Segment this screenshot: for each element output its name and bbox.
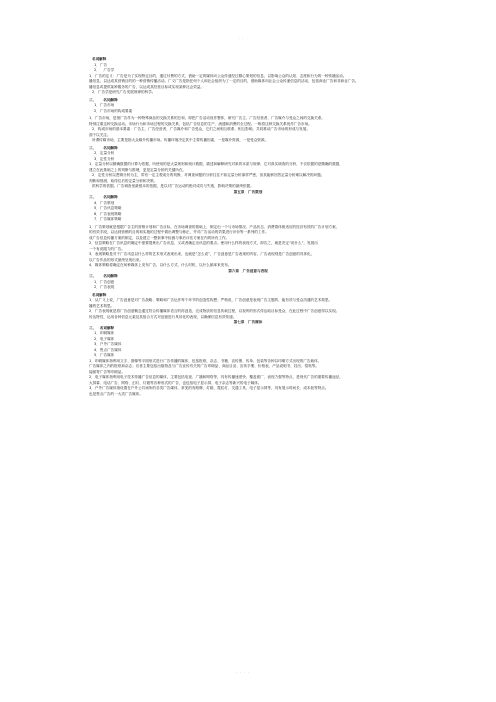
paragraph-line: 2．构成市场的基本要素：广告主、广告经营者、广告媒介和广告受众，它们之间相互联系、相互影响，共同推动广告市场的形成与发展。 bbox=[92, 127, 310, 131]
paragraph-line: 成广告信息传播方案的制定，以及建立一整套事中检测与事后评估方案在内的所有工作。 bbox=[89, 235, 230, 240]
term-item: 6．广告表现策略 bbox=[94, 211, 122, 216]
paragraph-line: 也是售点广告的一大类广告媒体。 bbox=[89, 391, 143, 396]
paragraph-line: 3．户外广告媒体指设置在户外公共场所的各类广告媒体，常见的有路牌、灯箱、霓虹灯、交通工具、电子显示屏等，具有展示时间长、成本低等特点。 bbox=[89, 386, 329, 390]
term-item: 1．广告创意 bbox=[94, 279, 115, 284]
paragraph-line: 一个有说服力的广告。 bbox=[89, 246, 125, 251]
footer-watermark: · · · · bbox=[236, 670, 250, 677]
paragraph-line: 广告媒体之内的报纸和杂志；后者主要包括出版物及与广告宣传有关的广告印刷品、商品目录、宣传手册、价格表、产品说明书、挂历、招贴等。 bbox=[89, 364, 319, 368]
paragraph-line: 判断和预测，取得往后的定量分析和决策。 bbox=[89, 178, 158, 183]
paragraph-line: 供科学的依据。广告调查里最根本的依据，是以对广告运动的绝对成功与失败，影响决策的最终依据。 bbox=[92, 184, 254, 188]
paragraph-line: 2．信息策略在广告讯息的确定中需要提炼出广告讯息，又或者确定出讯息的要点。使用什么样的表现方式，即告之，就是决定“说什么”，发展出 bbox=[89, 241, 318, 245]
paragraph-line: 播信息，以达成其营销目的的一种营销传播活动。广义广告是指任何个人和社会组织为了一定的目的，借助媒体向社会公众传递信息的活动，包括商业广告和非商业广告。 bbox=[89, 79, 359, 83]
paragraph-line: 播信息或提供某种服务的广告，以达成其经营目标或实现某种社会效益。 bbox=[89, 84, 204, 89]
term-item: 1．广告市场 bbox=[94, 103, 115, 107]
paragraph-line: 1．印刷媒体指利用文字、图像等平面形式进行广告传播的媒体，包括报纸、杂志、书籍、宣传册、传单、包装等各种以印刷方式出现的广告载体。 bbox=[89, 358, 322, 363]
paragraph-line: 接邮寄广告等印刷品。 bbox=[89, 369, 125, 374]
section-heading: 名词解释 bbox=[92, 57, 107, 61]
paragraph-line: 以广告作品的形式最终呈现出来。 bbox=[89, 257, 143, 262]
term-item: 4．广告策划 bbox=[94, 200, 115, 205]
section-heading: 三、 名词解释 bbox=[89, 97, 118, 102]
paragraph-line: 2．广告学是研究广告发展规律的科学。 bbox=[92, 90, 156, 94]
chapter-title: 第六章 广告创意与表现 bbox=[228, 268, 268, 273]
paragraph-line: 播的艺术构思。 bbox=[89, 303, 115, 308]
chapter-title: 第五章 广告策划 bbox=[233, 189, 263, 194]
paragraph-line: 1．从广义上说，广告创意是对广告战略、策略和广告运作每个环节的创造性构想；严格说，广告创意是表现广告主题的、能有效与受众沟通的艺术构思。 bbox=[89, 298, 333, 302]
term-item: 4．售点广告媒体 bbox=[94, 347, 122, 352]
term-item: 7．广告媒体策略 bbox=[94, 217, 122, 221]
paragraph-line: 2．广告表现就是将广告创意概念通过符合传播媒体语言的再创造，完成物质的信息传载过程，以视听的形式传达给目标受众，在此过程中广告创意得以实现。 bbox=[89, 309, 340, 313]
paragraph-line: 2．电子媒体指利用电子技术传播广告信息的媒体，主要包括电视、广播和网络等，具有传播速度快、覆盖面广、表现力强等特点，是现代广告的重要传播途径。 bbox=[89, 375, 343, 379]
document-body bbox=[89, 57, 407, 397]
paragraph-line: 传达特性，运用各种信息元素及其组合方式对创意进行具体化的表现，以确保信息有效传递。 bbox=[89, 314, 237, 319]
paragraph-line: 3．表现策略是对于广告讯息以什么样的艺术形式表现出来，也就是“怎么说”，广告创意是广告表现的内容，广告表现则是广告创意的具体化。 bbox=[89, 252, 315, 256]
section-heading: 三、 名词解释 bbox=[89, 325, 115, 330]
term-item: 2．广告市场的构成要素 bbox=[94, 108, 133, 113]
chapter-title: 第七章 广告媒体 bbox=[233, 320, 263, 324]
paragraph-line: 大屏幕、电话广告、网络、幻灯、灯箱等各种形式的广告，也包括电子显示屏、电子杂志等新兴的电子媒体。 bbox=[89, 380, 262, 385]
paragraph-line: 的有效手段，以达到营销的目的和实施的过程中做出调整与修正，并对广告活动的效果进行评价等一系列的工作。 bbox=[89, 230, 269, 234]
paragraph-line: 1．广告市场，是指广告作为一种特殊商品的交换关系的总和，即把广告活动视作整体，研究广告主、广告经营者、广告媒介与受众之间的交换关系。 bbox=[89, 116, 325, 120]
paragraph-line: 4．媒体策略将确定在何种媒体上发布广告，以什么方式、什么时机、以什么频率来发布。 bbox=[89, 263, 232, 267]
term-item: 2．广告表现 bbox=[94, 285, 115, 289]
term-item: 5．广告讯息策略 bbox=[94, 206, 122, 210]
paragraph-line: 1．广告的定义：广告是为了实现特定目的，通过付费的方式，借助一定的媒体向公众传递经过精心策划的信息，以影响公众的认知、态度和行为的一种传播活动。 bbox=[89, 73, 347, 78]
paragraph-line: 1．广告策划就是根据广告主的营销计划和广告目标，在市场调查的基础上，制定出一个与市场情况、产品状态、消费群体相适应的经济有效的广告计划方案， bbox=[89, 224, 340, 229]
term-item: 3．定性分析 bbox=[94, 156, 115, 161]
term-item: 5．广告媒体 bbox=[94, 353, 115, 357]
paragraph-line: 面于以关注。 bbox=[89, 132, 111, 137]
paragraph-line: 1．定量分析以精确数据的计算为依据，所使用的是大量规则和统计数据，描述和解释研究对象的本质与规律，它对真实调查的分析，不仅依据的是精确的数据， bbox=[89, 162, 343, 166]
term-item: 2．电子媒体 bbox=[94, 336, 115, 341]
header-watermark: · · bbox=[238, 36, 244, 43]
term-item: 2．定量分析 bbox=[94, 151, 115, 155]
paragraph-line: 特别注重这种交换活动。市场行为和市场过程的交换关系，包括广告信息的生产、流通和消费的全过程。一般将这种交换关系视作广告市场。 bbox=[89, 121, 312, 126]
section-heading: 三、 名词解释 bbox=[89, 274, 118, 278]
paragraph-line: 所谓传媒市场，主要是指大众媒介传播市场。传播环境决定其中主要传播因素，一是媒介资源，一是受众资源。 bbox=[92, 138, 269, 142]
term-item: 1．印刷媒体 bbox=[94, 331, 115, 335]
paragraph-line: 2．定性分析以逻辑分析为主，带有一定主观成分的判断，对调查问题的分析往往不如定量分析那样严密，但其能够回答定量分析难以解决的问题。 bbox=[92, 173, 325, 177]
section-heading: 名词解释 bbox=[92, 292, 107, 297]
section-heading: 三、 名词解释 bbox=[89, 145, 118, 150]
term-item: 3．户外广告媒体 bbox=[94, 342, 122, 346]
term-item: 1．广告 bbox=[94, 62, 108, 67]
section-heading: 三、 名词解释 bbox=[89, 195, 118, 199]
paragraph-line: 建立在此基础之上的判断与推理，更是定量分析的关键所在。 bbox=[89, 167, 187, 172]
term-item: 2． 广告学 bbox=[94, 68, 115, 72]
